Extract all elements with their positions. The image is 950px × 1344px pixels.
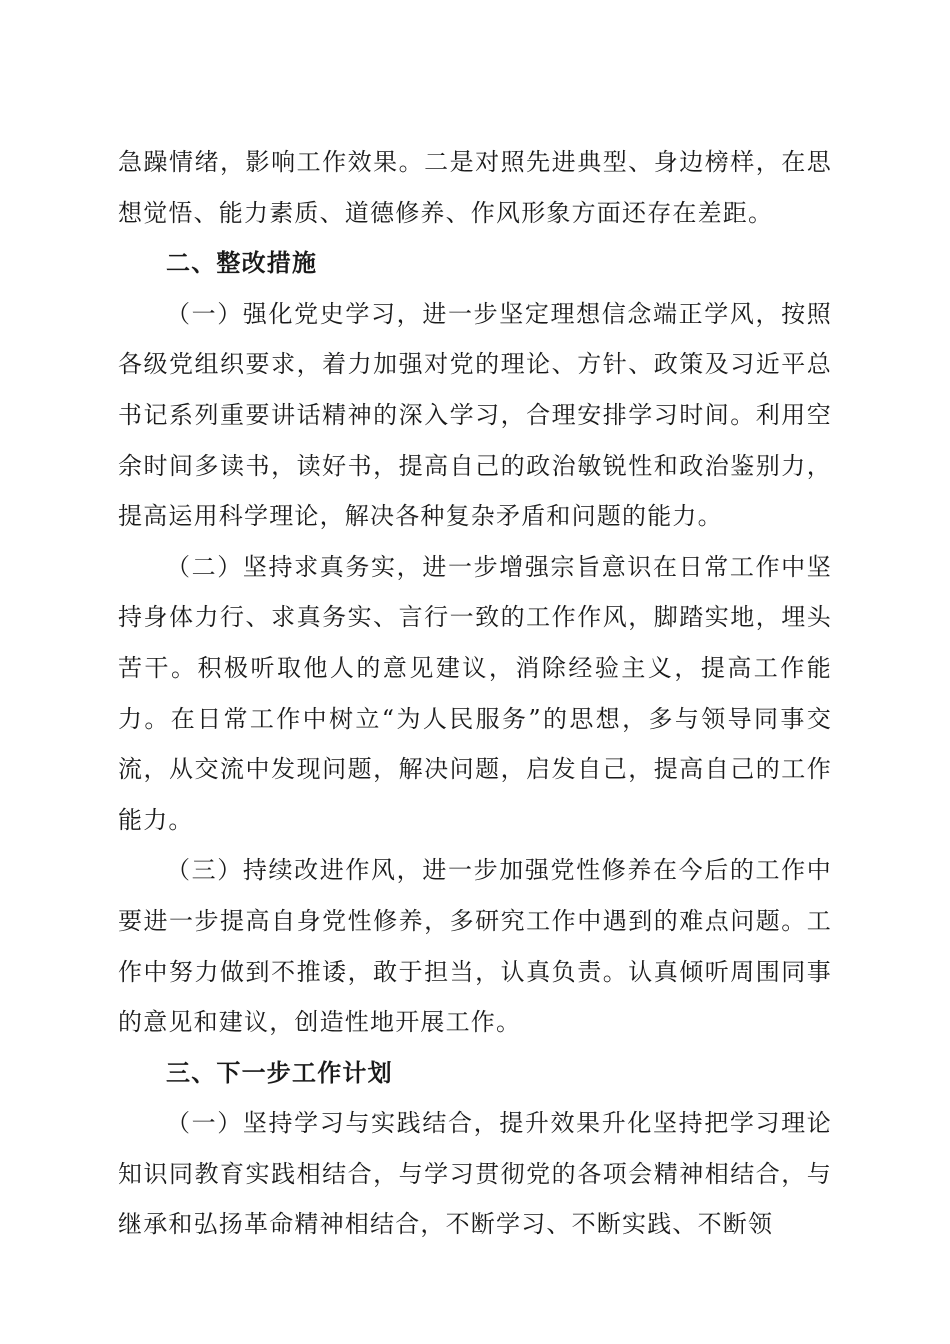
paragraph-continued: 急躁情绪，影响工作效果。二是对照先进典型、身边榜样，在思想觉悟、能力素质、道德修养、作风形象方面还存在差距。: [118, 148, 832, 227]
paragraph-measure-3: （三）持续改进作风，进一步加强党性修养在今后的工作中要进一步提高自身党性修养，多研究工作中遇到的难点问题。工作中努力做到不推诿，敢于担当，认真负责。认真倾听周围同事的意见和建议，创造性地开展工作。: [118, 856, 832, 1037]
paragraph-plan-1: （一）坚持学习与实践结合，提升效果升化坚持把学习理论知识同教育实践相结合，与学习贯彻党的各项会精神相结合，与继承和弘扬革命精神相结合，不断学习、不断实践、不断领: [118, 1109, 832, 1239]
paragraph-measure-1: （一）强化党史学习，进一步坚定理想信念端正学风，按照各级党组织要求，着力加强对党的理论、方针、政策及习近平总书记系列重要讲话精神的深入学习，合理安排学习时间。利用空余时间多读书，读好书，提高自己的政治敏锐性和政治鉴别力，提高运用科学理论，解决各种复杂矛盾和问题的能力。: [118, 299, 832, 531]
section-heading-next-plan: 三、下一步工作计划: [166, 1058, 393, 1087]
document-body: [118, 137, 832, 1250]
section-heading-rectification-measures: 二、整改措施: [166, 249, 318, 278]
paragraph-measure-2: （二）坚持求真务实，进一步增强宗旨意识在日常工作中坚持身体力行、求真务实、言行一致的工作作风，脚踏实地，埋头苦干。积极听取他人的意见建议，消除经验主义，提高工作能力。在日常工作中树立“为人民服务”的思想，多与领导同事交流，从交流中发现问题，解决问题，启发自己，提高自己的工作能力。: [118, 552, 832, 834]
